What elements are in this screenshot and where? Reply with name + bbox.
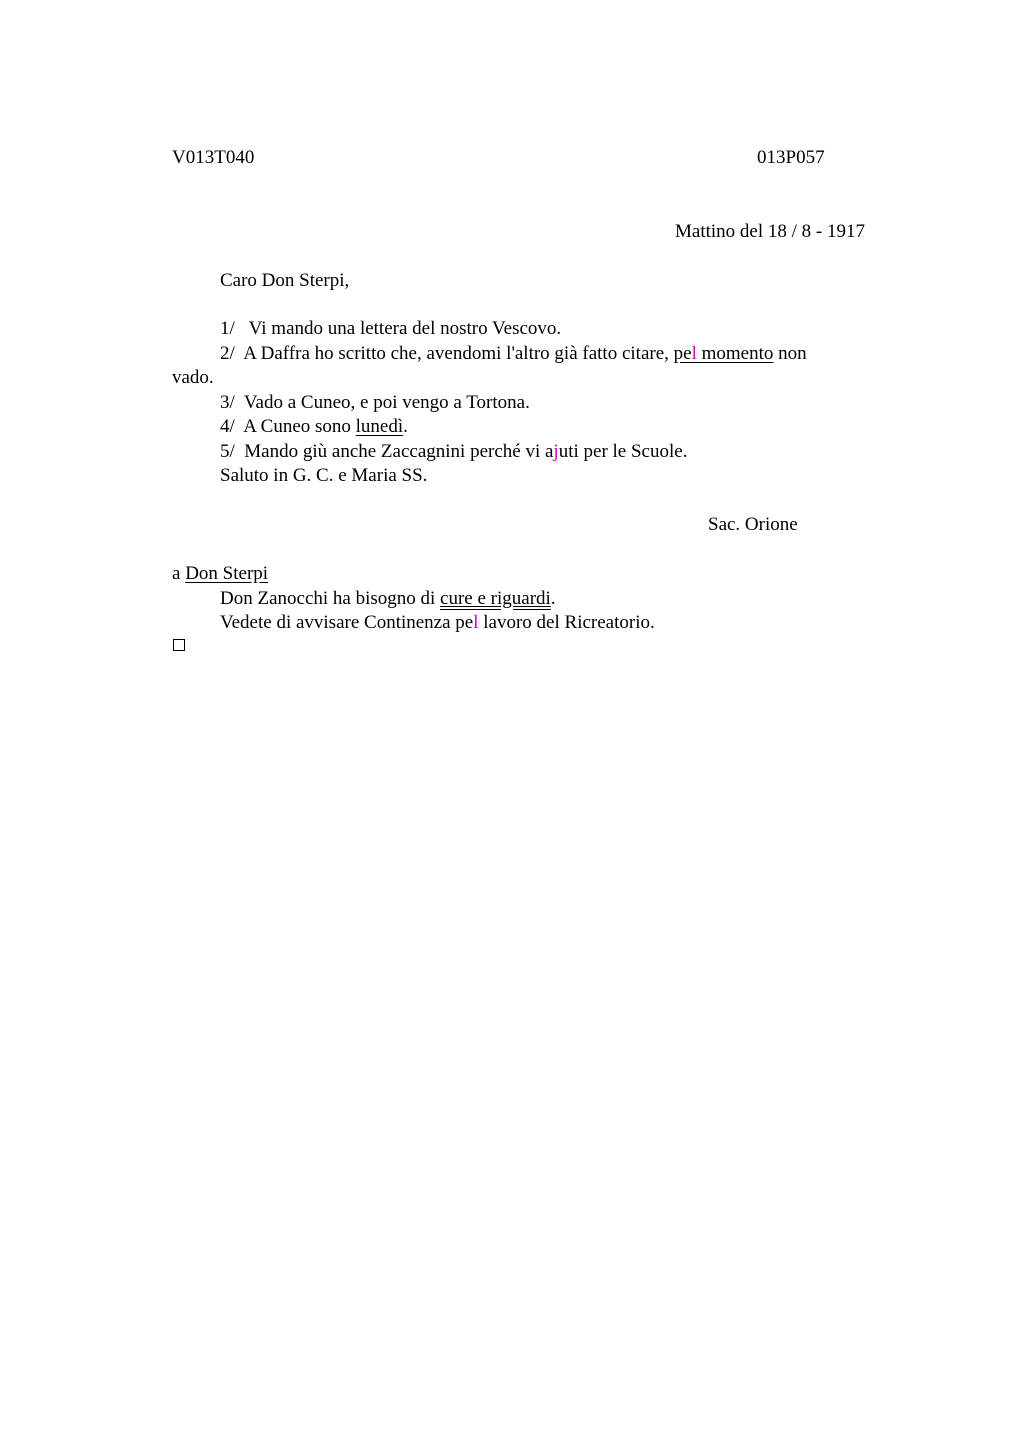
item-2-underlined: pel momento (673, 343, 774, 364)
postscript-line-1: Don Zanocchi ha bisogno di cure e riguardi. (220, 588, 556, 609)
end-marker-box-icon (173, 639, 185, 651)
salutation: Caro Don Sterpi, (220, 270, 350, 291)
item-4: 4/ A Cuneo sono lunedì. (220, 416, 408, 437)
letter-date: Mattino del 18 / 8 - 1917 (675, 221, 865, 242)
closing: Saluto in G. C. e Maria SS. (220, 465, 428, 486)
postscript-line-2: Vedete di avvisare Continenza pel lavoro del Ricreatorio. (220, 612, 655, 633)
item-4-underlined: lunedì (355, 416, 404, 437)
postscript-address: a Don Sterpi (172, 563, 269, 584)
item-3: 3/ Vado a Cuneo, e poi vengo a Tortona. (220, 392, 530, 413)
document-code-right: 013P057 (757, 147, 825, 168)
inserted-letter: l (473, 612, 479, 633)
document-code-left: V013T040 (172, 147, 255, 168)
item-2-text: 2/ A Daffra ho scritto che, avendomi l'altro già fatto citare, (220, 343, 674, 364)
item-1: 1/ Vi mando una lettera del nostro Vescovo. (220, 318, 562, 339)
item-2 (220, 342, 807, 366)
inserted-letter: j (553, 441, 559, 462)
signature: Sac. Orione (708, 514, 798, 535)
addressee-name: Don Sterpi (185, 563, 269, 584)
item-5: 5/ Mando giù anche Zaccagnini perché vi ajuti per le Scuole. (220, 441, 688, 462)
item-2-tail: non (773, 343, 807, 364)
double-underlined-phrase: cure e riguardi (440, 588, 551, 609)
inserted-letter: l (691, 343, 697, 364)
item-2-continuation: vado. (172, 367, 214, 388)
